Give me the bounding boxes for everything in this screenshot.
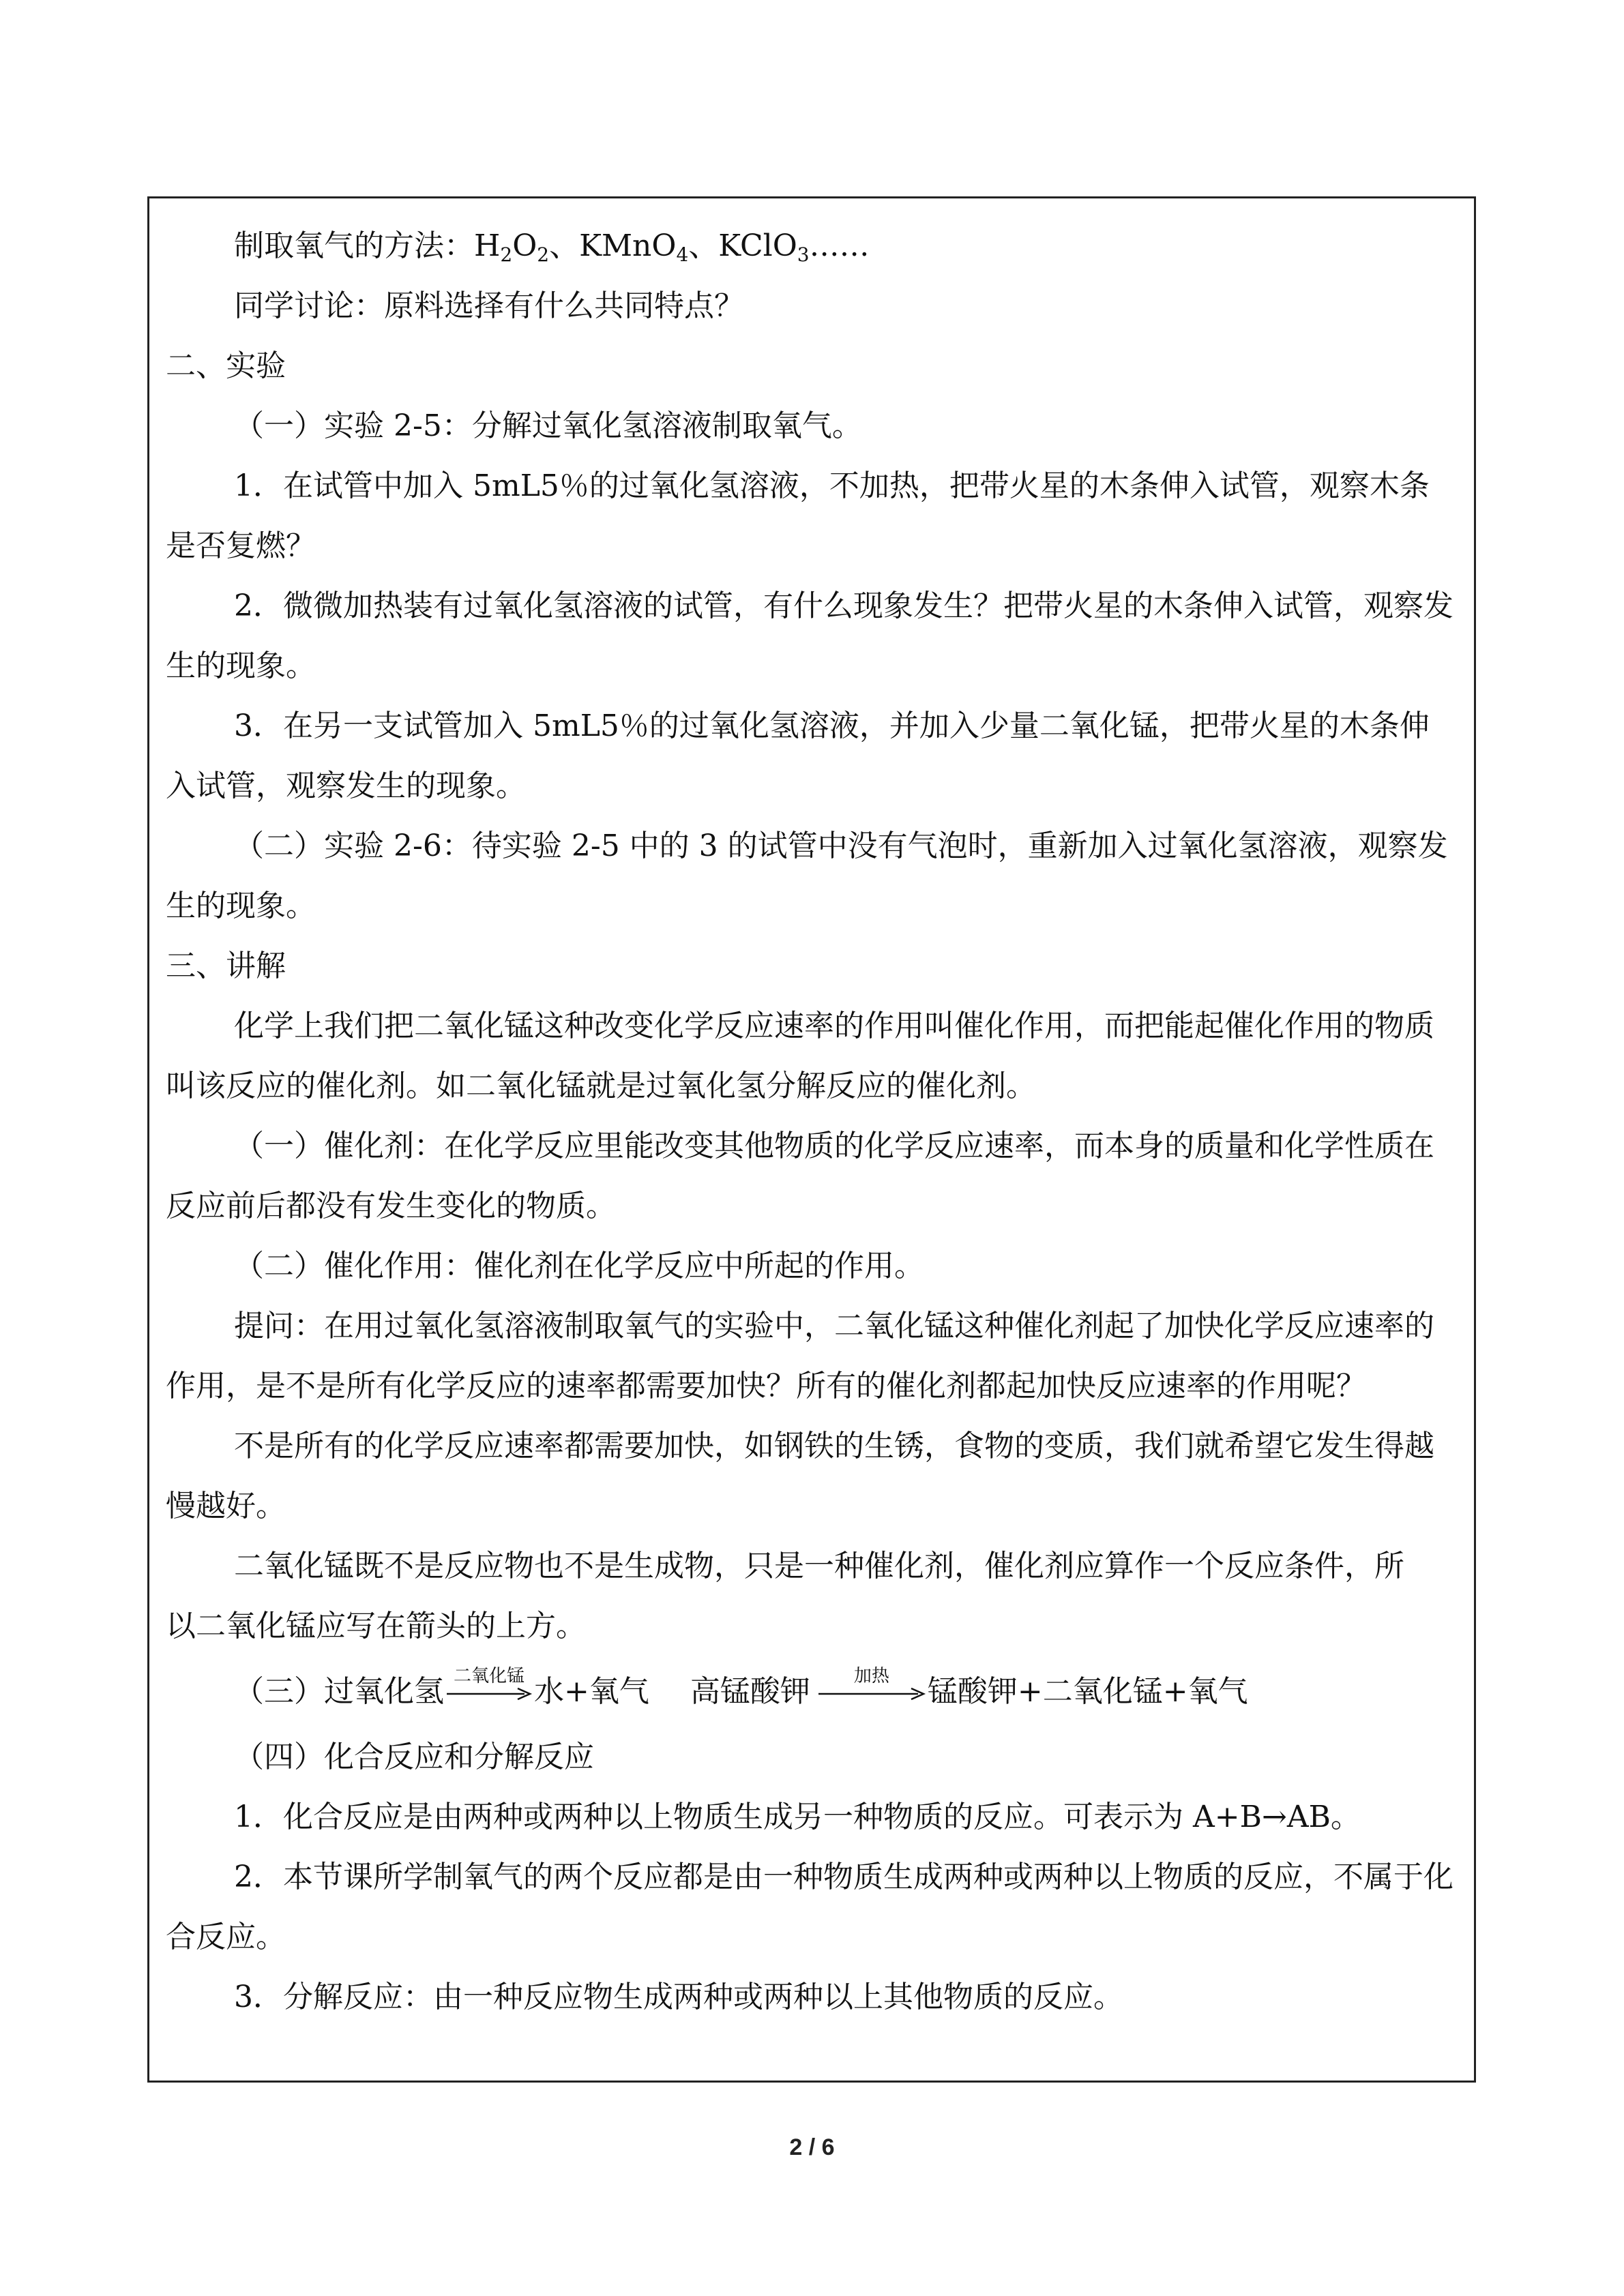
eq1-products: 水+氧气 (534, 1674, 649, 1709)
section-4-item-3: 3．分解反应：由一种反应物生成两种或两种以上其他物质的反应。 (234, 1980, 1123, 2014)
answer-paragraph: 不是所有的化学反应速率都需要加快，如钢铁的生锈，食物的变质，我们就希望它发生得越慢越好。 (166, 1429, 1434, 1523)
catalysis-definition: （二）催化作用：催化剂在化学反应中所起的作用。 (234, 1249, 924, 1283)
formula-h2o2-sub2: 2 (537, 243, 550, 266)
oxygen-methods-line (166, 216, 1458, 276)
formula-h2o2-h: H (474, 228, 501, 263)
formula-h2o2-sub1: 2 (500, 243, 513, 266)
section-heading-experiment: 二、实验 (166, 348, 286, 383)
formula-kmno4: KMnO (579, 228, 677, 263)
formula-kmno4-sub: 4 (676, 243, 689, 266)
catalyst-definition: （一）催化剂：在化学反应里能改变其他物质的化学反应速率，而本身的质量和化学性质在反应前后都没有发生变化的物质。 (166, 1129, 1434, 1223)
section-4-item-2: 2．本节课所学制氧气的两个反应都是由一种物质生成两种或两种以上物质的反应，不属于化合反应。 (166, 1860, 1453, 1954)
formula-kclo3: KClO (718, 228, 797, 263)
eq2-arrow (817, 1665, 926, 1701)
eq2-products: 锰酸钾+二氧化锰+氧气 (927, 1674, 1248, 1709)
separator: 、 (549, 228, 580, 263)
eq2-condition: 加热 (853, 1665, 889, 1686)
separator: 、 (688, 228, 719, 263)
formula-kclo3-sub: 3 (797, 243, 810, 266)
arrow-right-icon (817, 1687, 926, 1701)
content-table-cell (147, 196, 1476, 2083)
eq1-reactant: （三）过氧化氢 (234, 1674, 444, 1709)
methods-label: 制取氧气的方法： (234, 228, 474, 263)
experiment-step-2: 2．微微加热装有过氧化氢溶液的试管，有什么现象发生？把带火星的木条伸入试管，观察发生的现象。 (166, 588, 1453, 683)
ellipsis: …… (809, 228, 870, 263)
experiment-2-5-title: （一）实验 2-5：分解过氧化氢溶液制取氧气。 (234, 408, 862, 443)
arrow-right-icon (445, 1687, 533, 1701)
experiment-step-3: 3．在另一支试管加入 5mL5％的过氧化氢溶液，并加入少量二氧化锰，把带火星的木条伸入试管，观察发生的现象。 (166, 709, 1430, 803)
experiment-step-1: 1．在试管中加入 5mL5％的过氧化氢溶液，不加热，把带火星的木条伸入试管，观察木条是否复燃？ (166, 468, 1430, 563)
experiment-2-6: （二）实验 2-6：待实验 2-5 中的 3 的试管中没有气泡时，重新加入过氧化氢溶液，观察发生的现象。 (166, 829, 1448, 923)
formula-h2o2-o: O (512, 228, 537, 263)
eq1-arrow (445, 1665, 533, 1701)
section-4-item-1: 1．化合反应是由两种或两种以上物质生成另一种物质的反应。可表示为 A+B→AB。 (234, 1800, 1361, 1834)
explanation-paragraph: 化学上我们把二氧化锰这种改变化学反应速率的作用叫催化作用，而把能起催化作用的物质叫该反应的催化剂。如二氧化锰就是过氧化氢分解反应的催化剂。 (166, 1009, 1434, 1103)
mno2-note-paragraph: 二氧化锰既不是反应物也不是生成物，只是一种催化剂，催化剂应算作一个反应条件，所以二氧化锰应写在箭头的上方。 (166, 1549, 1404, 1643)
question-paragraph: 提问：在用过氧化氢溶液制取氧气的实验中，二氧化锰这种催化剂起了加快化学反应速率的作用，是不是所有化学反应的速率都需要加快？所有的催化剂都起加快反应速率的作用呢？ (166, 1309, 1434, 1403)
page-number: 2 / 6 (789, 2134, 835, 2160)
section-4-title: （四）化合反应和分解反应 (234, 1740, 594, 1774)
eq1-condition: 二氧化锰 (453, 1665, 525, 1686)
document-body (166, 216, 1458, 2027)
section-heading-explanation: 三、讲解 (166, 949, 286, 983)
eq2-reactant: 高锰酸钾 (690, 1674, 810, 1709)
discussion-line: 同学讨论：原料选择有什么共同特点？ (234, 288, 744, 323)
reaction-equations-line (166, 1656, 1458, 1727)
